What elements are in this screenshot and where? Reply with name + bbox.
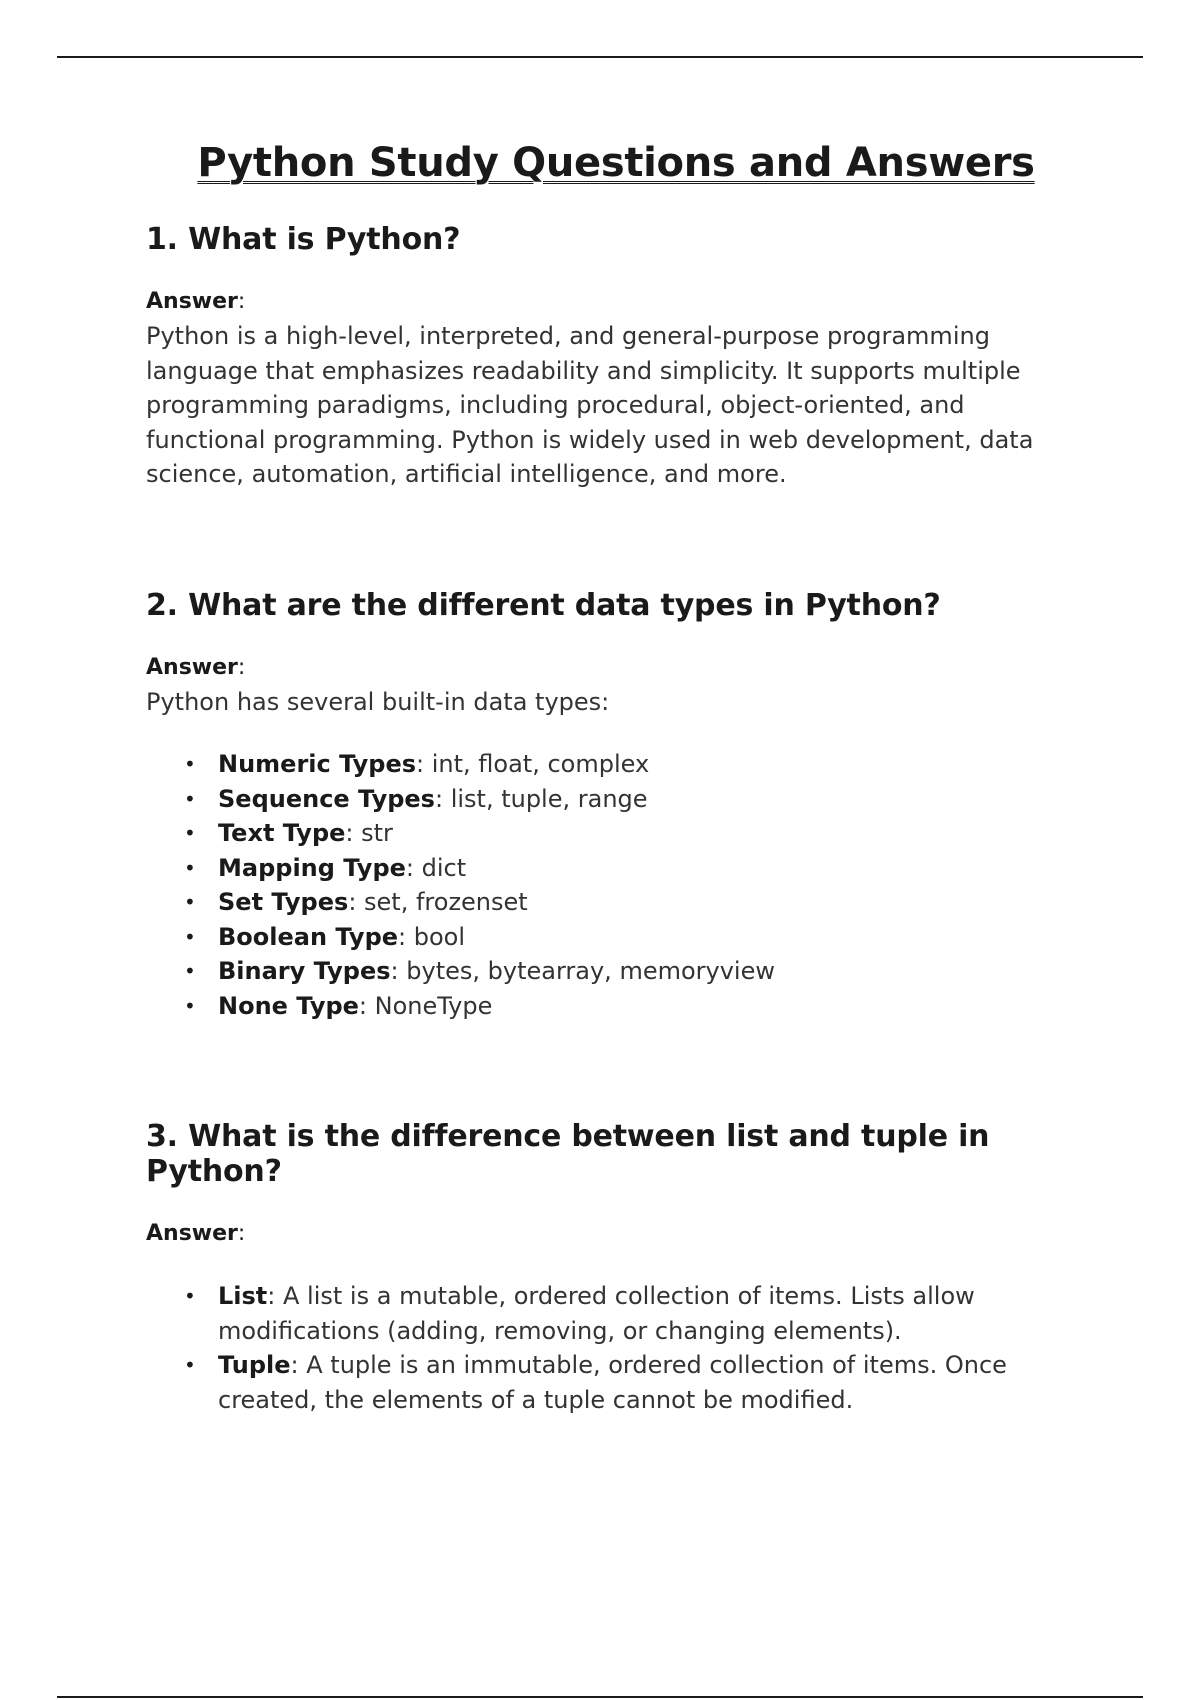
question-heading: 3. What is the difference between list and tuple in Python?	[146, 1119, 990, 1189]
bullet-icon: •	[184, 752, 196, 776]
bullet-icon: •	[184, 821, 196, 845]
question-heading: 1. What is Python?	[146, 222, 461, 257]
bullet-icon: •	[184, 786, 196, 811]
answer-paragraph: Python has several built-in data types:	[146, 687, 610, 716]
bullet-icon: •	[184, 1284, 196, 1308]
question-heading: 2. What are the different data types in Python?	[146, 587, 941, 623]
question-section-3	[146, 1119, 1086, 1417]
page-title: Python Study Questions and Answers	[197, 140, 1035, 186]
question-section-1	[146, 222, 1086, 492]
answer-label: Answer:	[146, 289, 246, 314]
list-item: • None Type: NoneType	[218, 989, 1086, 1024]
top-divider	[57, 56, 1143, 58]
list-item: • List: A list is a mutable, ordered collection of items. Lists allow modifications (adding, removing, or changing elements).	[218, 1279, 1086, 1348]
bottom-divider	[57, 1696, 1143, 1698]
list-item: • Numeric Types: int, float, complex	[218, 747, 1086, 782]
bullet-icon: •	[184, 924, 196, 949]
question-section-2	[146, 588, 1086, 1024]
list-item: • Sequence Types: list, tuple, range	[218, 782, 1086, 817]
list-item: • Binary Types: bytes, bytearray, memoryview	[218, 954, 1086, 989]
list-vs-tuple-list	[146, 1279, 1086, 1417]
answer-label: Answer:	[146, 1221, 246, 1246]
list-item: • Tuple: A tuple is an immutable, ordered collection of items. Once created, the elements of a tuple cannot be modified.	[218, 1348, 1086, 1417]
bullet-icon: •	[184, 855, 196, 880]
bullet-icon: •	[184, 890, 196, 914]
bullet-icon: •	[184, 959, 196, 983]
list-item: • Boolean Type: bool	[218, 920, 1086, 955]
answer-paragraph: Python is a high-level, interpreted, and general-purpose programming language that emphasizes readability and simplicity. It supports multiple programming paradigms, including procedural, object-oriented, and functional programming. Python is widely used in web development, data science, automation, artificial intelligence, and more.	[146, 322, 1034, 488]
list-item: • Text Type: str	[218, 816, 1086, 851]
bullet-icon: •	[184, 993, 196, 1018]
answer-label: Answer:	[146, 654, 246, 680]
list-item: • Mapping Type: dict	[218, 851, 1086, 886]
data-types-list	[146, 747, 1086, 1023]
list-item: • Set Types: set, frozenset	[218, 885, 1086, 920]
document-body	[146, 140, 1086, 1417]
bullet-icon: •	[184, 1353, 196, 1377]
